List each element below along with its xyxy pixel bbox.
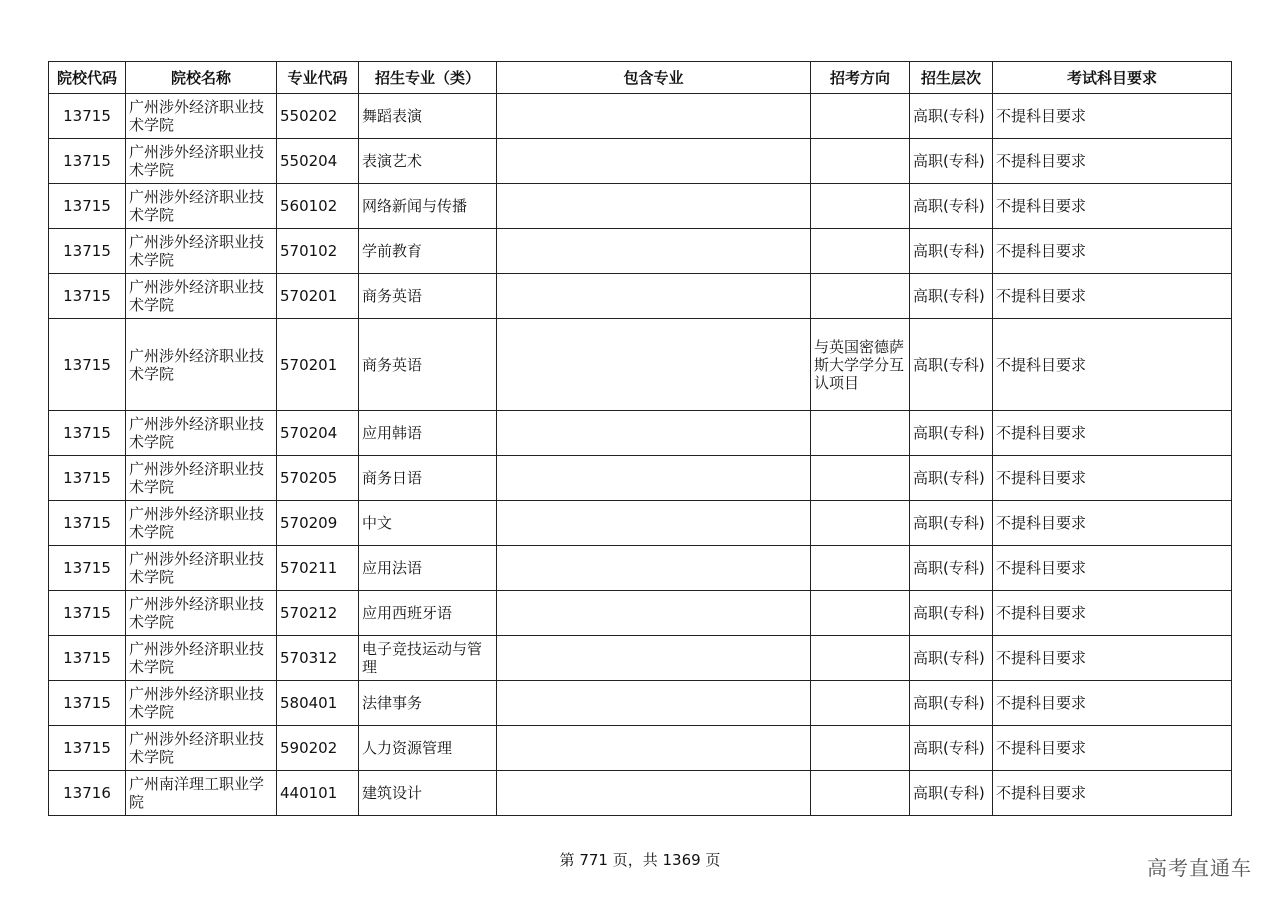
cell-level: 高职(专科) [910, 771, 993, 816]
cell-direction [811, 501, 910, 546]
cell-school-code: 13716 [49, 771, 126, 816]
cell-subject-requirement: 不提科目要求 [993, 139, 1232, 184]
header-included-majors: 包含专业 [497, 62, 811, 94]
cell-included-majors [497, 94, 811, 139]
cell-major: 法律事务 [359, 681, 497, 726]
cell-included-majors [497, 636, 811, 681]
cell-major: 商务日语 [359, 456, 497, 501]
cell-subject-requirement: 不提科目要求 [993, 319, 1232, 411]
table-row [49, 456, 1232, 501]
cell-major-code: 570201 [277, 319, 359, 411]
cell-direction [811, 456, 910, 501]
cell-school-code: 13715 [49, 501, 126, 546]
cell-level: 高职(专科) [910, 636, 993, 681]
cell-subject-requirement: 不提科目要求 [993, 636, 1232, 681]
cell-direction [811, 184, 910, 229]
cell-subject-requirement: 不提科目要求 [993, 229, 1232, 274]
cell-school-name: 广州涉外经济职业技术学院 [126, 274, 277, 319]
cell-major: 表演艺术 [359, 139, 497, 184]
cell-school-code: 13715 [49, 546, 126, 591]
cell-major-code: 570212 [277, 591, 359, 636]
cell-included-majors [497, 274, 811, 319]
table-row [49, 501, 1232, 546]
cell-school-name: 广州涉外经济职业技术学院 [126, 636, 277, 681]
cell-included-majors [497, 726, 811, 771]
cell-level: 高职(专科) [910, 456, 993, 501]
cell-major: 网络新闻与传播 [359, 184, 497, 229]
cell-subject-requirement: 不提科目要求 [993, 456, 1232, 501]
cell-level: 高职(专科) [910, 411, 993, 456]
table-row [49, 411, 1232, 456]
cell-level: 高职(专科) [910, 229, 993, 274]
cell-major-code: 570204 [277, 411, 359, 456]
table-row [49, 681, 1232, 726]
cell-school-name: 广州涉外经济职业技术学院 [126, 229, 277, 274]
cell-direction [811, 771, 910, 816]
cell-level: 高职(专科) [910, 184, 993, 229]
cell-school-code: 13715 [49, 94, 126, 139]
cell-school-name: 广州涉外经济职业技术学院 [126, 411, 277, 456]
cell-school-code: 13715 [49, 591, 126, 636]
cell-major: 商务英语 [359, 319, 497, 411]
cell-major-code: 570312 [277, 636, 359, 681]
header-school-code: 院校代码 [49, 62, 126, 94]
cell-included-majors [497, 771, 811, 816]
cell-major-code: 570211 [277, 546, 359, 591]
cell-school-name: 广州涉外经济职业技术学院 [126, 501, 277, 546]
cell-level: 高职(专科) [910, 546, 993, 591]
header-direction: 招考方向 [811, 62, 910, 94]
table-row [49, 636, 1232, 681]
header-subject-requirement: 考试科目要求 [993, 62, 1232, 94]
cell-direction: 与英国密德萨斯大学学分互认项目 [811, 319, 910, 411]
cell-included-majors [497, 546, 811, 591]
table-header-row [49, 62, 1232, 94]
cell-included-majors [497, 319, 811, 411]
cell-major: 电子竞技运动与管理 [359, 636, 497, 681]
cell-direction [811, 139, 910, 184]
cell-subject-requirement: 不提科目要求 [993, 411, 1232, 456]
cell-major-code: 570209 [277, 501, 359, 546]
cell-major: 学前教育 [359, 229, 497, 274]
cell-included-majors [497, 681, 811, 726]
cell-level: 高职(专科) [910, 139, 993, 184]
cell-school-code: 13715 [49, 681, 126, 726]
cell-major-code: 560102 [277, 184, 359, 229]
cell-school-name: 广州涉外经济职业技术学院 [126, 726, 277, 771]
cell-subject-requirement: 不提科目要求 [993, 546, 1232, 591]
cell-included-majors [497, 229, 811, 274]
table-body [49, 94, 1232, 816]
cell-level: 高职(专科) [910, 726, 993, 771]
table-row [49, 139, 1232, 184]
cell-included-majors [497, 139, 811, 184]
cell-level: 高职(专科) [910, 501, 993, 546]
cell-level: 高职(专科) [910, 94, 993, 139]
cell-direction [811, 636, 910, 681]
table-row [49, 726, 1232, 771]
table-row [49, 94, 1232, 139]
cell-school-code: 13715 [49, 726, 126, 771]
cell-direction [811, 546, 910, 591]
cell-school-name: 广州涉外经济职业技术学院 [126, 591, 277, 636]
cell-school-name: 广州涉外经济职业技术学院 [126, 456, 277, 501]
table-row [49, 319, 1232, 411]
header-major: 招生专业（类） [359, 62, 497, 94]
cell-included-majors [497, 411, 811, 456]
cell-school-code: 13715 [49, 636, 126, 681]
cell-subject-requirement: 不提科目要求 [993, 726, 1232, 771]
cell-subject-requirement: 不提科目要求 [993, 771, 1232, 816]
cell-major: 人力资源管理 [359, 726, 497, 771]
cell-subject-requirement: 不提科目要求 [993, 184, 1232, 229]
cell-school-name: 广州涉外经济职业技术学院 [126, 94, 277, 139]
cell-school-name: 广州涉外经济职业技术学院 [126, 319, 277, 411]
cell-direction [811, 591, 910, 636]
cell-included-majors [497, 456, 811, 501]
cell-major: 中文 [359, 501, 497, 546]
cell-school-code: 13715 [49, 184, 126, 229]
cell-major-code: 550204 [277, 139, 359, 184]
watermark-text: 高考直通车 [1147, 856, 1252, 880]
cell-direction [811, 229, 910, 274]
cell-included-majors [497, 591, 811, 636]
cell-school-code: 13715 [49, 456, 126, 501]
cell-subject-requirement: 不提科目要求 [993, 501, 1232, 546]
cell-major: 应用韩语 [359, 411, 497, 456]
cell-level: 高职(专科) [910, 319, 993, 411]
cell-subject-requirement: 不提科目要求 [993, 681, 1232, 726]
cell-level: 高职(专科) [910, 591, 993, 636]
cell-school-name: 广州南洋理工职业学院 [126, 771, 277, 816]
table-row [49, 274, 1232, 319]
cell-direction [811, 411, 910, 456]
cell-major-code: 570201 [277, 274, 359, 319]
table-row [49, 546, 1232, 591]
table-row [49, 229, 1232, 274]
cell-level: 高职(专科) [910, 274, 993, 319]
cell-major: 应用西班牙语 [359, 591, 497, 636]
cell-school-code: 13715 [49, 411, 126, 456]
cell-subject-requirement: 不提科目要求 [993, 274, 1232, 319]
cell-major-code: 440101 [277, 771, 359, 816]
cell-school-code: 13715 [49, 139, 126, 184]
cell-major-code: 580401 [277, 681, 359, 726]
cell-major: 应用法语 [359, 546, 497, 591]
cell-school-code: 13715 [49, 229, 126, 274]
cell-major-code: 550202 [277, 94, 359, 139]
cell-major-code: 570205 [277, 456, 359, 501]
header-school-name: 院校名称 [126, 62, 277, 94]
cell-included-majors [497, 501, 811, 546]
cell-school-name: 广州涉外经济职业技术学院 [126, 681, 277, 726]
cell-school-name: 广州涉外经济职业技术学院 [126, 139, 277, 184]
cell-major-code: 570102 [277, 229, 359, 274]
admissions-table [48, 61, 1232, 816]
cell-direction [811, 274, 910, 319]
table-row [49, 771, 1232, 816]
table-row [49, 184, 1232, 229]
cell-subject-requirement: 不提科目要求 [993, 94, 1232, 139]
cell-level: 高职(专科) [910, 681, 993, 726]
cell-school-name: 广州涉外经济职业技术学院 [126, 184, 277, 229]
page-number: 第 771 页，共 1369 页 [559, 851, 721, 869]
header-level: 招生层次 [910, 62, 993, 94]
cell-direction [811, 726, 910, 771]
cell-major: 建筑设计 [359, 771, 497, 816]
cell-direction [811, 94, 910, 139]
cell-school-code: 13715 [49, 274, 126, 319]
table-row [49, 591, 1232, 636]
cell-major: 商务英语 [359, 274, 497, 319]
header-major-code: 专业代码 [277, 62, 359, 94]
cell-school-code: 13715 [49, 319, 126, 411]
cell-included-majors [497, 184, 811, 229]
cell-school-name: 广州涉外经济职业技术学院 [126, 546, 277, 591]
cell-major-code: 590202 [277, 726, 359, 771]
cell-subject-requirement: 不提科目要求 [993, 591, 1232, 636]
cell-direction [811, 681, 910, 726]
cell-major: 舞蹈表演 [359, 94, 497, 139]
